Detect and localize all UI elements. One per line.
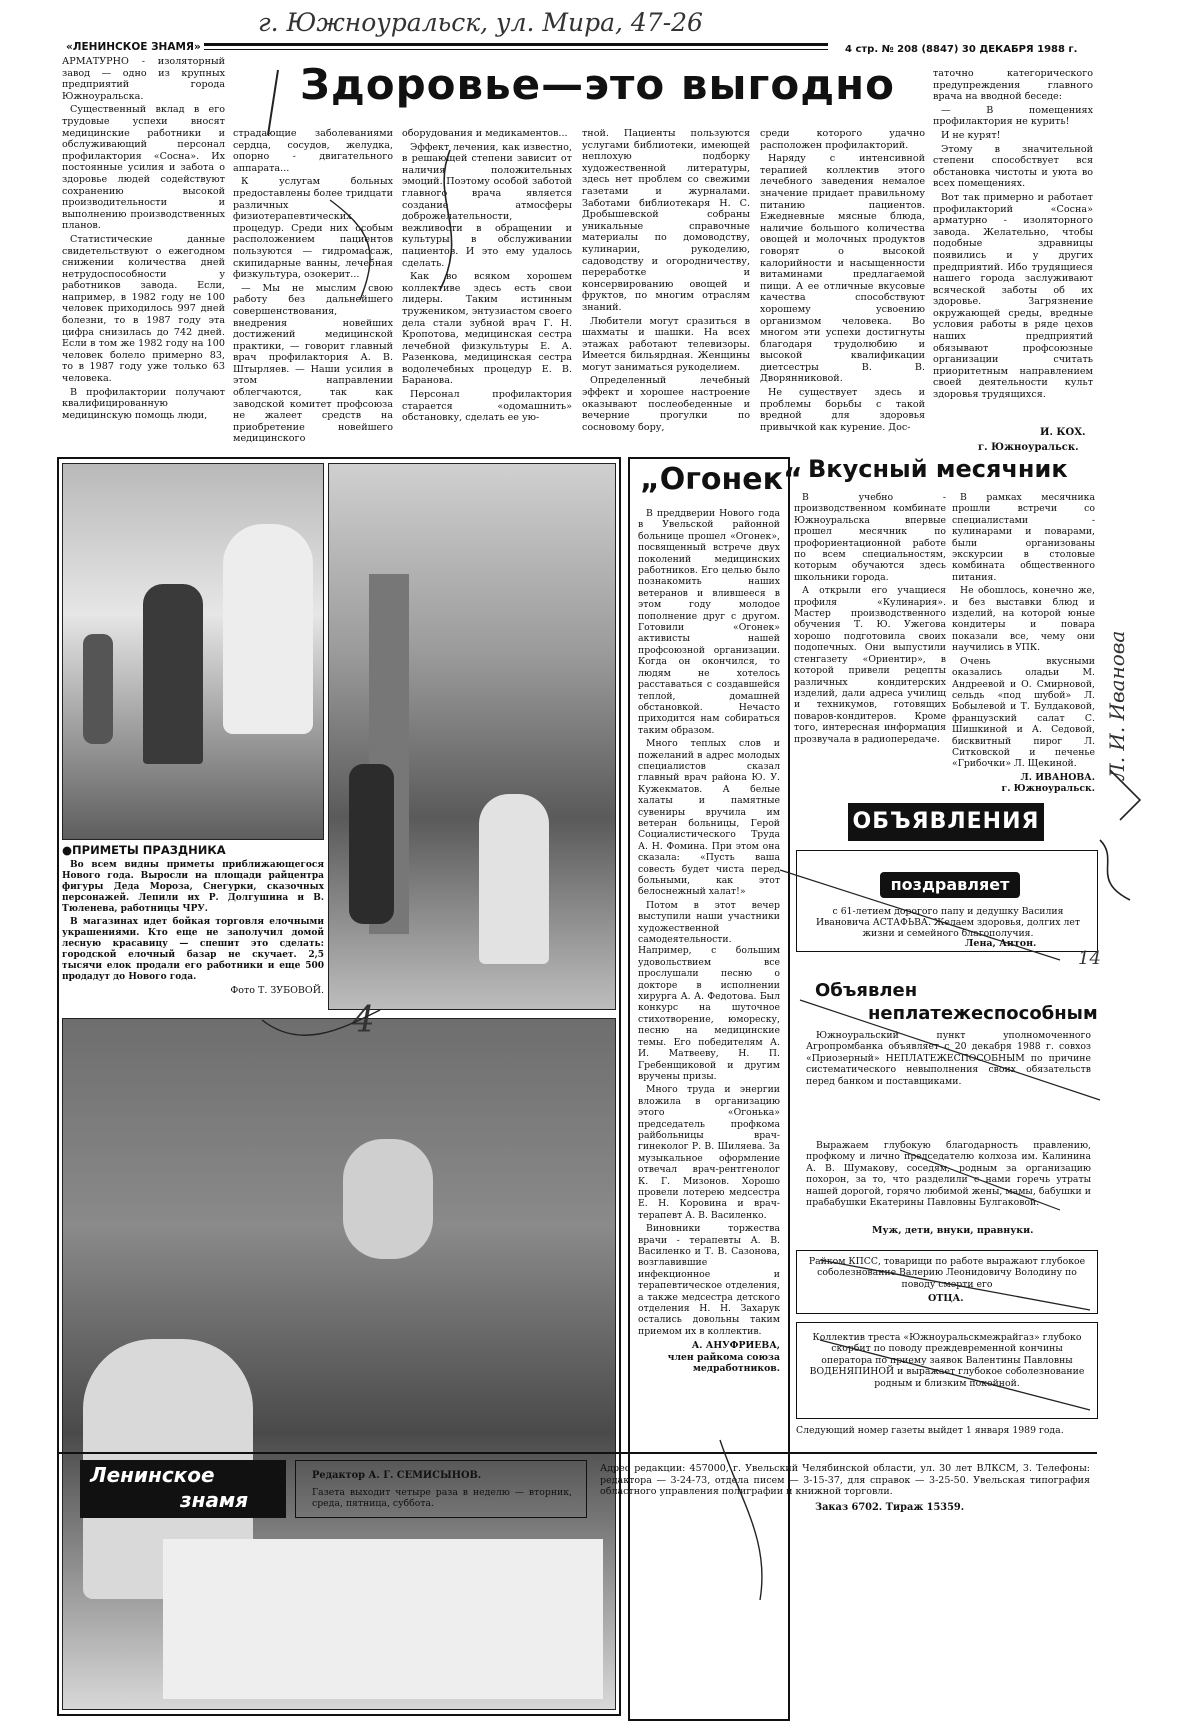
masthead-rule-bottom xyxy=(204,49,828,50)
photo-detail xyxy=(223,524,313,734)
footer-logo-line2: знамя xyxy=(180,1488,249,1512)
handwritten-address-note: г. Южноуральск, ул. Мира, 47-26 xyxy=(258,8,703,37)
ads-bankrupt-text: Южноуральский пункт уполномоченного Агропромбанка объявляет с 20 декабря 1988 г. совхоз «Приозерный» НЕПЛАТЕЖЕСПОСОБНЫМ по причине систематического невыполнения своих обязательств перед банком и поставщиками. xyxy=(806,1030,1091,1087)
footer-order: Заказ 6702. Тираж 15359. xyxy=(815,1502,965,1513)
paragraph: таточно категорического предупреждения главного врача на вводной беседе: xyxy=(933,68,1093,103)
masthead-rule-top xyxy=(204,43,828,46)
photo-snow-sculpture xyxy=(62,463,324,840)
paragraph: оборудования и медикаментов... xyxy=(402,128,568,139)
paragraph: Этому в значительной степени способствует вся обстановка чистоты и уюта во всех помещениях. xyxy=(933,143,1093,190)
ads-condolence1-text: Райком КПСС, товарищи по работе выражают глубокое соболезнование Валерию Леонидовичу Володину по поводу смерти его xyxy=(808,1256,1086,1290)
paragraph: В учебно - производственном комбинате Южноуральска впервые прошел месячник по профориентационной работе по всем специальностям, которым обучаются здесь школьники города. xyxy=(794,492,946,583)
ads-congrats-text: с 61-летием дорогого папу и дедушку Василия Ивановича АСТАФЬВА. Желаем здоровья, долгих лет жизни и семейного благополучия. xyxy=(815,906,1081,939)
photo-detail xyxy=(143,584,203,764)
article-ogonek-body xyxy=(638,508,780,1374)
photo-caption-text xyxy=(62,860,324,983)
paragraph: Во всем видны приметы приближающегося Нового года. Выросли на площади райцентра фигуры Деда Мороза, Снегурки, сказочных персонажей. Лепили их Р. Долгушина и В. Тюленева, работницы ЧРУ. xyxy=(62,860,324,914)
paragraph: Виновники торжества врачи - терапевты А. В. Василенко и Т. В. Сазонова, возглавившие инфекционное и терапевтическое отделения, а также медсестра детского отделения Н. Н. Захарук остались довольны таким приемом их в коллектив. xyxy=(638,1223,780,1337)
article-ogonek-title: „Огонек“ xyxy=(640,462,803,497)
paragraph: Потом в этот вечер выступили наши участники художественной самодеятельности. Например, с большим удовольствием все прослушали песню о докторе в исполнении хирурга А. А. Федотова. Был конкурс на шуточное стихотворение, юмореску, песню на медицинские темы. Его победителям А. И. Матвееву, Н. П. Гребенщиковой и другим вручены призы. xyxy=(638,899,780,1082)
masthead-issue-line: 4 стр. № 208 (8847) 30 ДЕКАБРЯ 1988 г. xyxy=(845,44,1078,55)
paragraph: — Мы не мыслим свою работу без дальнейшего совершенствования, внедрения новейших достижений медицинской практики, — говорит главный врач профилактория А. В. Штырляев. — Наши усилия в этом направлении облегчаются, так как заводской комитет профсоюза не жалеет средств на приобретение новейшего медицинского xyxy=(233,282,393,445)
photo-christmas-tree-market xyxy=(328,463,616,1010)
paragraph: Вот так примерно и работает профилакторий «Сосна» арматурно - изоляторного завода. Желательно, чтобы подобные здравницы появились и у других предприятий. Ибо трудящиеся нашего города заслуживают всяческой заботы об их здоровье. Загрязнение окружающей среды, вредные условия работы в ряде цехов наших предприятий обязывают профсоюзные организации считать приоритетным направлением своей деятельности культ здоровья трудящихся. xyxy=(933,191,1093,401)
paragraph: Наряду с интенсивной терапией коллектив этого лечебного заведения немалое значение придает правильному питанию пациентов. Ежедневные мясные блюда, наличие большого количества овощей и молочных продуктов говорят о высокой калорийности и насыщенности витаминами предлагаемой пищи. А ее отличные вкусовые качества способствуют хорошему усвоению организмом человека. Во многом эти успехи достигнуты благодаря трудолюбию и высокой квалификации диетсестры В. В. Дворянниковой. xyxy=(760,153,925,385)
paragraph: В преддверии Нового года в Увельской районной больнице прошел «Огонек», посвященный встрече двух поколений медицинских работников. Его целью было познакомить наших ветеранов и влившееся в этом году молодое пополнение друг с другом. Готовили «Огонек» активисты нашей профсоюзной организации. Когда он окончился, то людям не хотелось расставаться с создавшейся теплой, домашней обстановкой. Нечасто приходится нам собираться таким образом. xyxy=(638,508,780,736)
article-vkusny-title: Вкусный месячник xyxy=(808,455,1068,483)
photo-hospital-celebration xyxy=(62,1018,616,1710)
paragraph: Определенный лечебный эффект и хорошее настроение оказывают послеобеденные и вечерние прогулки по сосновому бору, xyxy=(582,375,750,433)
photo-detail xyxy=(343,1139,433,1259)
masthead-paper-name: «ЛЕНИНСКОЕ ЗНАМЯ» xyxy=(66,41,201,53)
article-vkusny-signature: Л. ИВАНОВА. xyxy=(1020,771,1095,783)
paragraph: страдающие заболеваниями сердца, сосудов, желудка, опорно - двигательного аппарата... xyxy=(233,128,393,174)
article-health-col5 xyxy=(760,128,925,435)
ads-condolence1-end: ОТЦА. xyxy=(928,1293,964,1304)
ads-thanks-text: Выражаем глубокую благодарность правлению, профкому и лично председателю колхоза им. Калинина А. В. Шумакову, соседям, родным за организацию похорон, за то, что разделили с нами горечь утраты нашей дорогой, горячо любимой жены, мамы, бабушки и прабабушки Екатерины Павловны Булгаковой. xyxy=(806,1140,1091,1209)
ads-header-banner: ОБЪЯВЛЕНИЯ xyxy=(848,803,1044,841)
ads-next-issue: Следующий номер газеты выйдет 1 января 1989 года. xyxy=(796,1425,1064,1436)
footer-editor: Редактор А. Г. СЕМИСЫНОВ. xyxy=(312,1470,482,1481)
photo-caption-box xyxy=(62,843,324,1013)
article-health-col2 xyxy=(233,128,393,447)
photo-detail xyxy=(163,1539,603,1699)
paragraph: Существенный вклад в его трудовые успехи вносят медицинские работники и обслуживающий персонал профилактория «Сосна». Их постоянные усилия и забота о здоровье людей содействуют сохранению высокой производительности и выполнению производственных планов. xyxy=(62,104,225,232)
photo-credit: Фото Т. ЗУБОВОЙ. xyxy=(230,985,324,996)
ads-congrats-sign: Лена, Антон. xyxy=(965,938,1037,949)
article-health-col4 xyxy=(582,128,750,435)
paragraph: В магазинах идет бойкая торговля елочными украшениями. Кто еще не заполучил домой лесную красавицу — спешит это сделать: городской елочный базар не скучает. 2,5 тысячи елок продали его работники и еще 500 продадут до Нового года. xyxy=(62,917,324,982)
margin-note-side: Л. И. Иванова xyxy=(1105,630,1129,780)
ads-congrats-header: поздравляет xyxy=(880,872,1020,898)
paragraph: В профилактории получают квалифицированную медицинскую помощь люди, xyxy=(62,386,225,421)
article-ogonek-signature: А. АНУФРИЕВА, xyxy=(691,1340,780,1352)
footer-schedule: Газета выходит четыре раза в неделю — вторник, среда, пятница, суббота. xyxy=(312,1487,572,1509)
paragraph: Не обошлось, конечно же, и без выставки блюд и изделий, на которой юные кондитеры и повара показали все, чему они научились в УПК. xyxy=(952,585,1095,654)
margin-number-a: 4 xyxy=(352,1000,375,1041)
paragraph: Много теплых слов и пожеланий в адрес молодых специалистов сказал главный врач района Ю. У. Кужекматов. А белые халаты и памятные сувениры вручила им ветеран больницы, Герой Социалистического Труда А. Н. Фомина. При этом она сказала: «Пусть ваша совесть будет чиста перед больными, как этот белоснежный халат!» xyxy=(638,738,780,898)
paragraph: тной. Пациенты пользуются услугами библиотеки, имеющей неплохую подборку художественной литературы, здесь нет проблем со свежими газетами и журналами. Заботами библиотекаря Н. С. Дробышевской собраны уникальные справочные материалы по домоводству, кулинарии, рукоделию, садоводству и огородничеству, переработке и консервированию овощей и фруктов, по многим отраслям знаний. xyxy=(582,128,750,313)
footer-logo-line1: Ленинское xyxy=(90,1463,215,1487)
article-health-col3 xyxy=(402,128,572,426)
paragraph: А открыли его учащиеся профиля «Кулинария». Мастер производственного обучения Т. Ю. Ужегова хорошо подготовила своих подопечных. Они выпустили стенгазету «Ориентир», в которой привели рецепты различных кондитерских изделий, дали адреса училищ и техникумов, готовящих поваров-кондитеров. Кроме того, интересная информация прозвучала в радиопередаче. xyxy=(794,585,946,745)
paragraph: Эффект лечения, как известно, в решающей степени зависит от наличия положительных эмоций. Поэтому особой заботой главного врача является создание атмосферы доброжелательности, вежливости в обращении и культуры в обслуживании пациентов. И это ему удалось сделать. xyxy=(402,141,572,269)
article-vkusny-col1 xyxy=(794,492,946,747)
paragraph: среди которого удачно расположен профилакторий. xyxy=(760,128,925,151)
paragraph: АРМАТУРНО - изоляторный завод — одно из крупных предприятий города Южноуральска. xyxy=(62,56,225,102)
photo-detail xyxy=(83,634,113,744)
paragraph: Статистические данные свидетельствуют о ежегодном снижении количества дней нетрудоспособности у работников завода. Если, например, в 1982 году не 100 человек приходилось 997 дней болезни, то в 1987 году эта цифра снизилась до 742 дней. Если в том же 1982 году на 100 человек болело примерно 83, то в 1987 году уже только 63 человека. xyxy=(62,233,225,385)
footer-address: Адрес редакции: 457000, г. Увельский Челябинской области, ул. 30 лет ВЛКСМ, 3. Телефоны: редактора — 3-24-73, отдела писем — 3-15-37, для справок — 3-25-50. Увельская типография областного управления полиграфии и книжной торговли. xyxy=(600,1463,1090,1498)
photo-caption-heading: ●ПРИМЕТЫ ПРАЗДНИКА xyxy=(62,843,226,857)
article-vkusny-col2 xyxy=(952,492,1095,795)
paragraph: — В помещениях профилактория не курить! xyxy=(933,104,1093,128)
article-health-title: Здоровье—это выгодно xyxy=(300,60,896,109)
ads-bankrupt-title-2: неплатежеспособным xyxy=(868,1003,1098,1024)
paragraph: Не существует здесь и проблемы борьбы с такой вредной для здоровья привычкой как курение. Дос- xyxy=(760,387,925,433)
photo-detail xyxy=(349,764,394,924)
paragraph: Как во всяком хорошем коллективе здесь есть свои лидеры. Таким истинным тружеником, энтузиастом своего дела стали зубной врач Г. Н. Кропотова, медицинская сестра лечебной физкультуры Е. А. Разенкова, медицинская сестра водолечебных процедур Е. В. Баранова. xyxy=(402,271,572,387)
paragraph: И не курят! xyxy=(941,129,1001,141)
article-ogonek-signature-role: член райкома союза медработников. xyxy=(667,1351,780,1375)
article-health-col6 xyxy=(933,68,1093,403)
photo-detail xyxy=(479,794,549,964)
paragraph: Очень вкусными оказались оладьи М. Андреевой и О. Смирновой, сельдь «под шубой» Л. Бобылевой и Т. Булдаковой, французский салат С. Шишкиной и А. Седовой, бисквитный пирог Л. Ситковской и печенье «Грибочки» Л. Щекиной. xyxy=(952,655,1095,770)
ads-condolence2-text: Коллектив треста «Южноуральскмежрайгаз» глубоко скорбит по поводу преждевременной кончины оператора по приему заявок Валентины Павловны ВОДЕНЯПИНОЙ и выражает глубокое соболезнование родным и близким покойной. xyxy=(809,1332,1085,1389)
paragraph: В рамках месячника прошли встречи со специалистами - кулинарами и поварами, были организованы экскурсии в столовые комбината общественного питания. xyxy=(952,492,1095,583)
paragraph: Любители могут сразиться в шахматы и шашки. На всех этажах работают телевизоры. Имеется бильярдная. Женщины могут заниматься рукоделием. xyxy=(582,315,750,373)
ads-bankrupt-title-1: Объявлен xyxy=(815,980,918,1001)
paragraph: Много труда и энергии вложила в организацию этого «Огонька» председатель профкома райбольницы врач-гинеколог Р. В. Шиляева. За музыкальное оформление отвечал врач-рентгенолог К. Г. Мизонов. Хорошо провели лотерею медсестра Е. Н. Коровина и врач-терапевт А. В. Василенко. xyxy=(638,1084,780,1221)
article-health-signature-city: г. Южноуральск. xyxy=(978,442,1079,453)
pen-scribble xyxy=(1100,840,1130,900)
footer-rule xyxy=(57,1452,1097,1454)
article-vkusny-signature-city: г. Южноуральск. xyxy=(1001,783,1095,795)
paragraph: К услугам больных предоставлены более тридцати различных физиотерапевтических процедур. Среди них особым расположением пациентов пользуются — гидромассаж, скипидарные ванны, лечебная физкультура, озокерит... xyxy=(233,176,393,281)
pen-scribble xyxy=(268,70,278,135)
article-health-signature: И. КОХ. xyxy=(1040,427,1086,438)
ads-thanks-sign: Муж, дети, внуки, правнуки. xyxy=(872,1225,1034,1236)
margin-number-b: 14 xyxy=(1078,948,1101,969)
article-health-col1 xyxy=(62,56,225,423)
paragraph: Персонал профилактория старается «одомашнить» обстановку, сделать ее ую- xyxy=(402,389,572,424)
